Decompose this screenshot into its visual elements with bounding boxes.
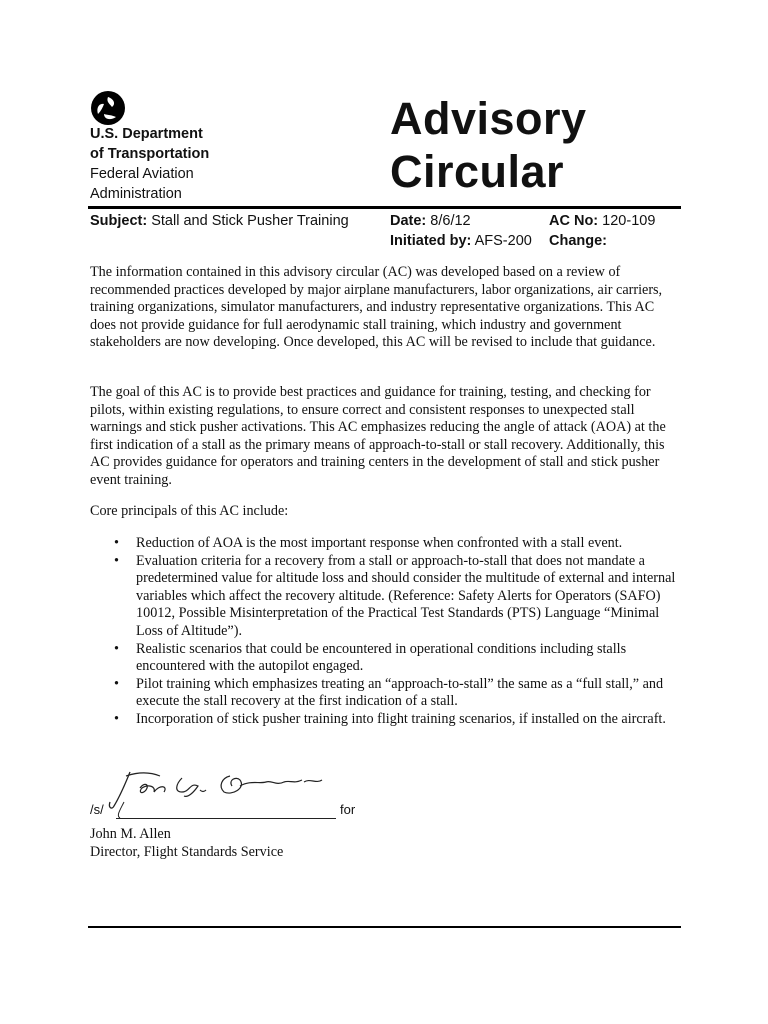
signature-line	[116, 818, 336, 819]
list-item-text: Incorporation of stick pusher training into flight training scenarios, if installed on the aircraft.	[136, 710, 666, 727]
paragraph-intro-text: The information contained in this advisory circular (AC) was developed based on a review of recommended practices developed by major airplane manufacturers, labor organizations, air carriers, training organizations, simulator manufacturers, and industry representative organizations. This AC does not provide guidance for full aerodynamic stall training, which industry and government stakeholders are now developing. Once developed, this AC will be revised to include that guidance.	[90, 264, 663, 351]
paragraph-core-principals	[90, 503, 680, 521]
signed-mark: /s/	[90, 802, 104, 817]
footer-divider	[88, 926, 681, 928]
dot-logo	[90, 90, 126, 126]
list-item	[90, 553, 680, 641]
paragraph-goal-text: The goal of this AC is to provide best practices and guidance for training, testing, and checking for pilots, within existing regulations, to ensure correct and consistent responses to unexpected stall warnings and stick pusher activations. This AC emphasizes reducing the angle of attack (AOA) at the first indication of a stall as the primary means of approach-to-stall or stall recovery. Additionally, this AC provides guidance for operators and training centers in the development of stall and stick pusher event training.	[90, 384, 666, 488]
list-item	[90, 641, 680, 676]
initiated-value: AFS-200	[474, 233, 532, 249]
dept-line-3: Federal Aviation	[90, 166, 194, 182]
dept-line-2: of Transportation	[90, 146, 210, 162]
list-item-text: Pilot training which emphasizes treating an “approach-to-stall” the same as a “full stall,” and execute the stall recovery at the first indication of a stall.	[136, 675, 664, 710]
document-title	[390, 92, 587, 198]
bullet-icon: •	[114, 675, 119, 692]
bullet-icon: •	[114, 552, 119, 569]
signed-for-text: for	[340, 802, 356, 817]
list-item	[90, 711, 680, 729]
bullet-icon: •	[114, 535, 119, 551]
list-item-text: Realistic scenarios that could be encountered in operational conditions including stalls encountered with the autopilot engaged.	[136, 640, 627, 675]
date-field	[390, 211, 471, 231]
ac-number-field	[549, 211, 655, 231]
bullet-icon: •	[114, 710, 119, 727]
ac-no-label: AC No:	[549, 213, 599, 229]
paragraph-core-text: Core principals of this AC include:	[90, 503, 289, 519]
title-line-2: Circular	[390, 146, 565, 197]
paragraph-goal	[90, 384, 680, 490]
department-block	[90, 124, 209, 204]
signer-name: John M. Allen	[90, 826, 171, 842]
change-label: Change:	[549, 233, 607, 249]
list-item	[90, 676, 680, 711]
subject-label: Subject:	[90, 213, 148, 229]
list-item	[90, 535, 680, 553]
initiated-label: Initiated by:	[390, 233, 472, 249]
date-value: 8/6/12	[430, 213, 471, 229]
header-divider	[88, 206, 681, 209]
core-principals-list	[90, 535, 680, 729]
list-item-text: Reduction of AOA is the most important response when confronted with a stall event.	[136, 535, 623, 551]
date-label: Date:	[390, 213, 427, 229]
bullet-icon: •	[114, 640, 119, 657]
initiated-field	[390, 231, 532, 251]
list-item-text: Evaluation criteria for a recovery from a stall or approach-to-stall that does not mandate a predetermined value for altitude loss and should consider the multitude of external and internal variables which affect the recovery altitude. (Reference: Safety Alerts for Operators (SAFO) 10012, Possible Misinterpretation of the Practical Test Standards (PTS) Language “Minimal Loss of Altitude”).	[136, 552, 676, 639]
subject-field	[90, 211, 349, 231]
change-field	[549, 231, 607, 251]
paragraph-intro	[90, 264, 680, 352]
dept-line-4: Administration	[90, 186, 182, 202]
signer-block	[90, 826, 283, 861]
signer-title: Director, Flight Standards Service	[90, 843, 284, 860]
ac-no-value: 120-109	[602, 213, 656, 229]
dept-line-1: U.S. Department	[90, 126, 203, 142]
subject-value: Stall and Stick Pusher Training	[151, 213, 349, 229]
title-line-1: Advisory	[390, 93, 587, 144]
